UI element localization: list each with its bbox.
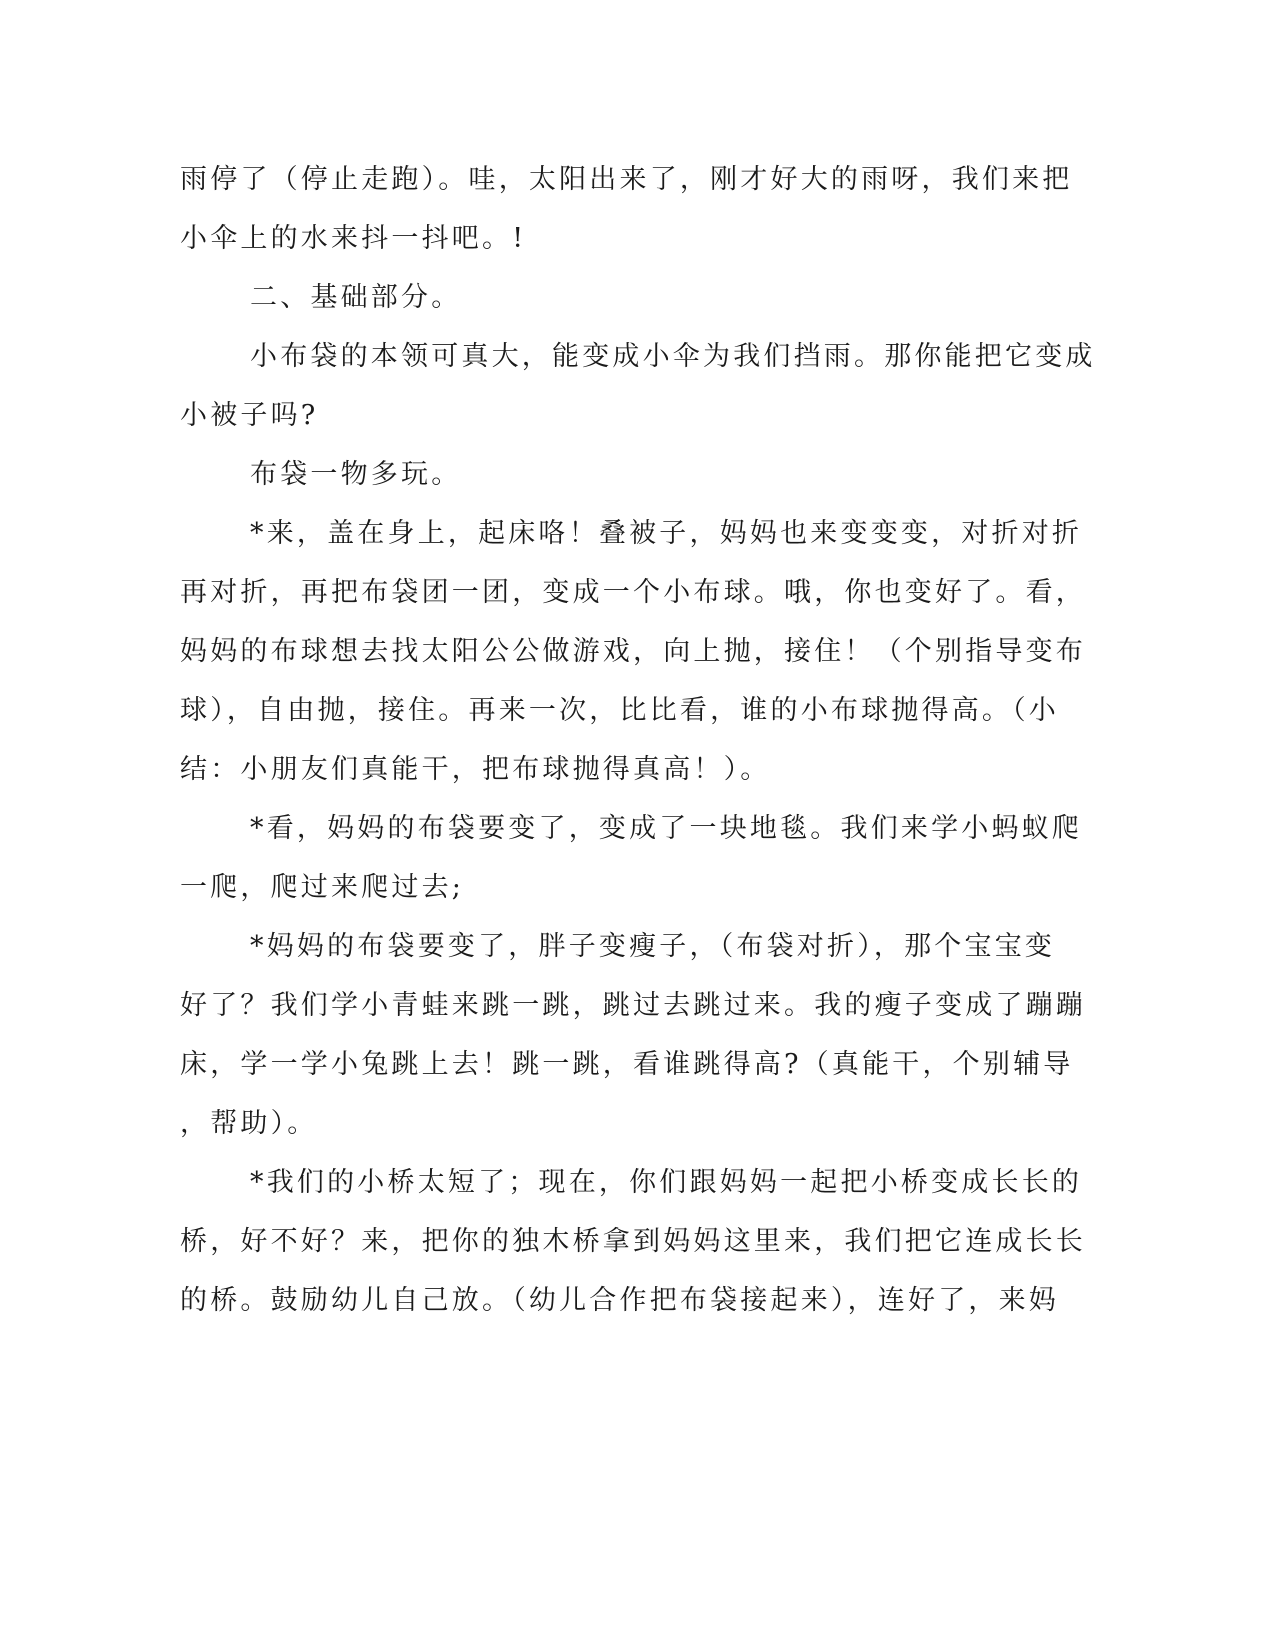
text-line: *我们的小桥太短了；现在，你们跟妈妈一起把小桥变成长长的 — [250, 1167, 1083, 1198]
text-line: 妈妈的布球想去找太阳公公做游戏，向上抛，接住！（个别指导变布 — [180, 636, 1086, 667]
text-line: 雨停了（停止走跑）。哇，太阳出来了，刚才好大的雨呀，我们来把 — [180, 164, 1073, 195]
text-line: 球），自由抛，接住。再来一次，比比看，谁的小布球抛得高。（小 — [180, 695, 1059, 726]
text-line: 好了？我们学小青蛙来跳一跳，跳过去跳过来。我的瘦子变成了蹦蹦 — [180, 990, 1086, 1021]
text-line: 布袋一物多玩。 — [250, 459, 462, 490]
text-line: 小伞上的水来抖一抖吧。! — [180, 223, 527, 254]
text-line: *妈妈的布袋要变了，胖子变瘦子，（布袋对折），那个宝宝变 — [250, 931, 1056, 962]
text-line: 一爬，爬过来爬过去; — [180, 872, 465, 903]
text-line: 床，学一学小兔跳上去！跳一跳，看谁跳得高?（真能干，个别辅导 — [180, 1049, 1074, 1080]
text-line: 小被子吗? — [180, 400, 319, 431]
section-heading: 二、基础部分。 — [250, 282, 462, 313]
text-line: 再对折，再把布袋团一团，变成一个小布球。哦，你也变好了。看， — [180, 577, 1086, 608]
text-line: 结：小朋友们真能干，把布球抛得真高！）。 — [180, 754, 771, 785]
text-line: ，帮助）。 — [180, 1108, 318, 1139]
text-line: 小布袋的本领可真大，能变成小伞为我们挡雨。那你能把它变成 — [250, 341, 1096, 372]
text-line: *来，盖在身上，起床咯！叠被子，妈妈也来变变变，对折对折 — [250, 518, 1083, 549]
text-line: 桥，好不好？来，把你的独木桥拿到妈妈这里来，我们把它连成长长 — [180, 1226, 1086, 1257]
text-line: *看，妈妈的布袋要变了，变成了一块地毯。我们来学小蚂蚁爬 — [250, 813, 1083, 844]
text-line: 的桥。鼓励幼儿自己放。（幼儿合作把布袋接起来），连好了，来妈 — [180, 1285, 1059, 1316]
